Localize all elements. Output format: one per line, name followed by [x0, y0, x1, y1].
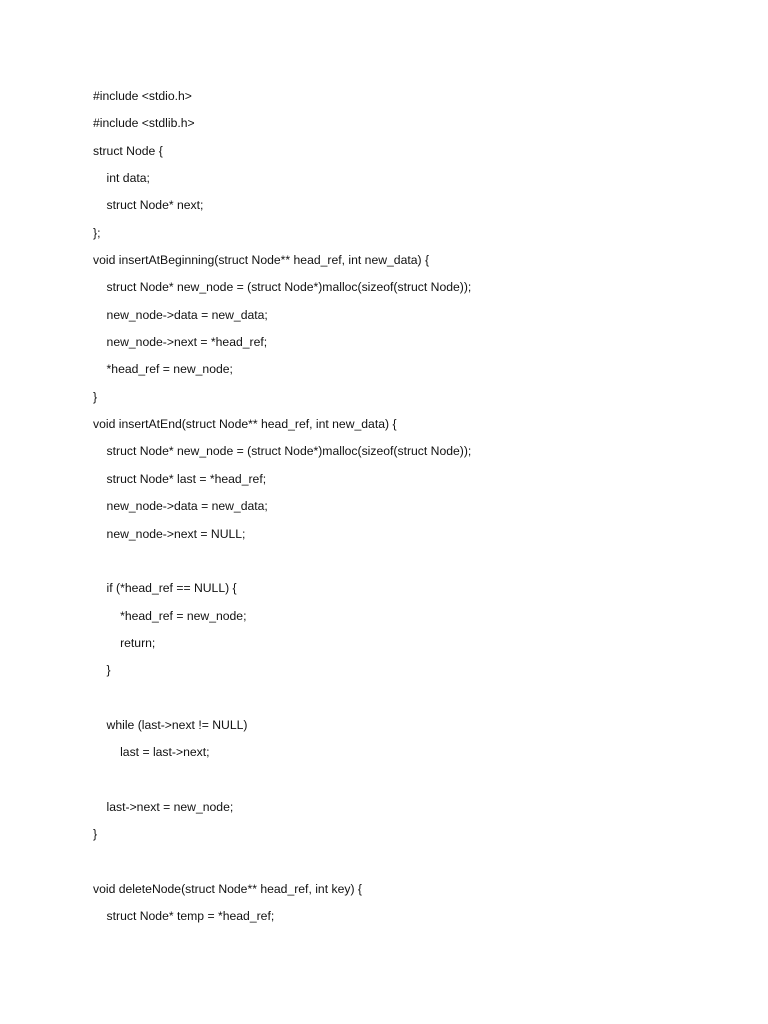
code-line: last = last->next;	[93, 745, 210, 760]
code-line: #include <stdlib.h>	[93, 116, 195, 131]
blank-line	[93, 551, 733, 578]
code-line: void deleteNode(struct Node** head_ref, int key) {	[93, 881, 362, 896]
code-line: }	[93, 389, 98, 404]
code-line: };	[93, 225, 101, 240]
code-line: }	[93, 827, 98, 842]
code-line: #include <stdio.h>	[93, 89, 192, 103]
code-line: return;	[93, 635, 156, 650]
blank-line	[93, 852, 733, 879]
blank-line	[93, 770, 733, 797]
blank-line	[93, 688, 733, 715]
code-line: last->next = new_node;	[93, 799, 234, 814]
code-line: struct Node* new_node = (struct Node*)malloc(sizeof(struct Node));	[93, 444, 472, 459]
code-line: *head_ref = new_node;	[93, 362, 233, 377]
code-line: new_node->next = NULL;	[93, 526, 246, 541]
code-line: while (last->next != NULL)	[93, 717, 248, 732]
code-line: new_node->data = new_data;	[93, 499, 268, 514]
code-line: void insertAtBeginning(struct Node** head_ref, int new_data) {	[93, 253, 430, 268]
code-line: struct Node* temp = *head_ref;	[93, 909, 275, 924]
code-line: struct Node* last = *head_ref;	[93, 471, 267, 486]
code-line: *head_ref = new_node;	[93, 608, 247, 623]
code-line: struct Node* next;	[93, 198, 204, 213]
code-line: struct Node* new_node = (struct Node*)malloc(sizeof(struct Node));	[93, 280, 472, 295]
code-line: int data;	[93, 171, 150, 186]
code-line: new_node->next = *head_ref;	[93, 335, 268, 350]
code-line: void insertAtEnd(struct Node** head_ref, int new_data) {	[93, 417, 397, 432]
code-line: if (*head_ref == NULL) {	[93, 581, 237, 596]
code-line: new_node->data = new_data;	[93, 307, 268, 322]
code-block	[93, 86, 733, 934]
code-line: }	[93, 663, 111, 678]
code-line: struct Node {	[93, 143, 163, 158]
